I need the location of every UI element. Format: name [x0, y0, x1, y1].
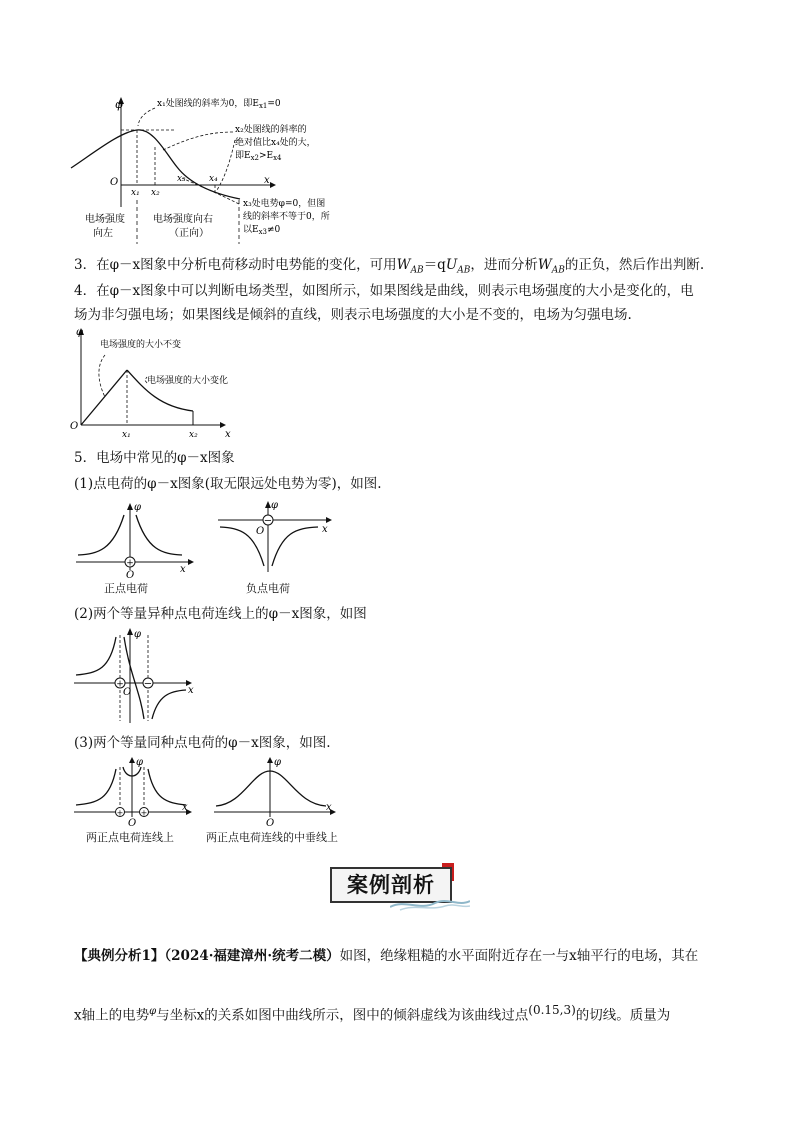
phi-axis-label: φ: [76, 327, 84, 338]
x-axis-label-left: x: [180, 564, 186, 575]
phi-axis-label-right: φ: [271, 500, 279, 511]
paragraph-4-line2: 场为非匀强电场；如果图线是倾斜的直线，则表示电场强度的大小是不变的，电场为匀强电场.: [74, 307, 632, 323]
phi-axis-label-right: φ: [274, 757, 282, 768]
annotation-x1: x₁处图线的斜率为0，即$E_{x1}=0$: [157, 99, 281, 110]
positive-charge-icon: +: [116, 808, 124, 818]
caption-positive-charge: 正点电荷: [104, 582, 148, 595]
x-axis-label-right: x: [322, 524, 328, 535]
negative-charge-icon: −: [263, 515, 273, 527]
banner-wave-icon: [390, 897, 470, 911]
section-banner: [330, 863, 470, 909]
zone-right-line2: （正向）: [169, 228, 209, 239]
example-line2: x轴上的电势$^\varphi$与坐标x的关系如图中曲线所示，图中的倾斜虚线为该曲线过点$^{(0.15,3)}$的切线。质量为: [74, 1003, 671, 1024]
positive-charge-icon: +: [116, 679, 124, 690]
origin-label-right: O: [266, 818, 275, 827]
phi-axis-label-left: φ: [136, 757, 144, 768]
x1-label: x₁: [131, 188, 140, 198]
x-axis-label-left: x: [182, 802, 188, 813]
banner-title: 案例剖析: [347, 873, 435, 897]
phi-axis-label-left: φ: [134, 502, 142, 513]
annotation-constant: 电场强度的大小不变: [100, 340, 182, 350]
annotation-x2-line2: 绝对值比x₄处的大，: [235, 138, 316, 148]
x-axis-label: x: [225, 429, 231, 440]
paragraph-5: 5．电场中常见的φ－x图象: [74, 450, 235, 466]
figure-field-type: [65, 325, 245, 440]
zone-left-line1: 电场强度: [85, 214, 125, 225]
example-line1: 【典例分析1】（2024·福建漳州·统考二模）如图，绝缘粗糙的水平面附近存在一与x轴平行的电场，其在: [74, 948, 699, 964]
x4-label: x₄: [209, 174, 218, 184]
annotation-x3-line2: 线的斜率不等于0，所: [243, 212, 330, 222]
origin-label-left: O: [126, 570, 135, 581]
figure-same-charges: [68, 757, 348, 827]
zone-right-line1: 电场强度向右: [153, 214, 213, 225]
origin-label-right: O: [256, 526, 265, 537]
zone-left-line2: 向左: [93, 228, 113, 239]
annotation-x3-line1: x₃处电势φ=0，但图: [243, 199, 326, 209]
positive-charge-icon: +: [140, 808, 148, 818]
x-axis-label: x: [188, 685, 194, 696]
x1-label: x₁: [122, 430, 131, 440]
phi-axis-label: φ: [134, 629, 142, 640]
phi-axis-label: φ: [115, 98, 123, 111]
caption-negative-charge: 负点电荷: [246, 582, 290, 595]
annotation-x3-line3: 以$E_{x3}\ne 0$: [243, 225, 281, 236]
x3-label: x₃: [177, 174, 186, 184]
figure-phi-x-slope: [65, 92, 375, 252]
x2-label: x₂: [189, 430, 198, 440]
origin-label-left: O: [128, 818, 137, 827]
annotation-x2-line1: x₂处图线的斜率的: [235, 125, 307, 135]
origin-label: O: [110, 177, 119, 188]
caption-connecting-line: 两正点电荷连线上: [86, 831, 174, 844]
paragraph-4-line1: 4．在φ－x图象中可以判断电场类型，如图所示，如果图线是曲线，则表示电场强度的大小是变化的，电: [74, 283, 694, 299]
figure-opposite-charges: [68, 625, 208, 725]
x2-label: x₂: [151, 188, 160, 198]
subsection-2: (2)两个等量异种点电荷连线上的φ－x图象，如图: [74, 606, 367, 622]
x-axis-label: x: [264, 175, 270, 186]
negative-charge-icon: −: [143, 678, 153, 690]
subsection-1: (1)点电荷的φ－x图象(取无限远处电势为零)，如图.: [74, 476, 382, 492]
caption-perpendicular-bisector: 两正点电荷连线的中垂线上: [206, 831, 338, 844]
paragraph-3: 3．在φ－x图象中分析电荷移动时电势能的变化，可用$W_{AB}=qU_{AB}$，进而分析$W_{AB}$的正负，然后作出判断.: [74, 257, 705, 276]
annotation-x2-line3: 即$E_{x2}>E_{x4}$: [235, 151, 282, 162]
positive-charge-icon: +: [126, 558, 134, 569]
subsection-3: (3)两个等量同种点电荷的φ－x图象，如图.: [74, 735, 331, 751]
x-axis-label-right: x: [326, 802, 332, 813]
origin-label: O: [70, 421, 79, 432]
origin-label: O: [123, 687, 132, 698]
annotation-varying: 电场强度的大小变化: [147, 376, 229, 386]
